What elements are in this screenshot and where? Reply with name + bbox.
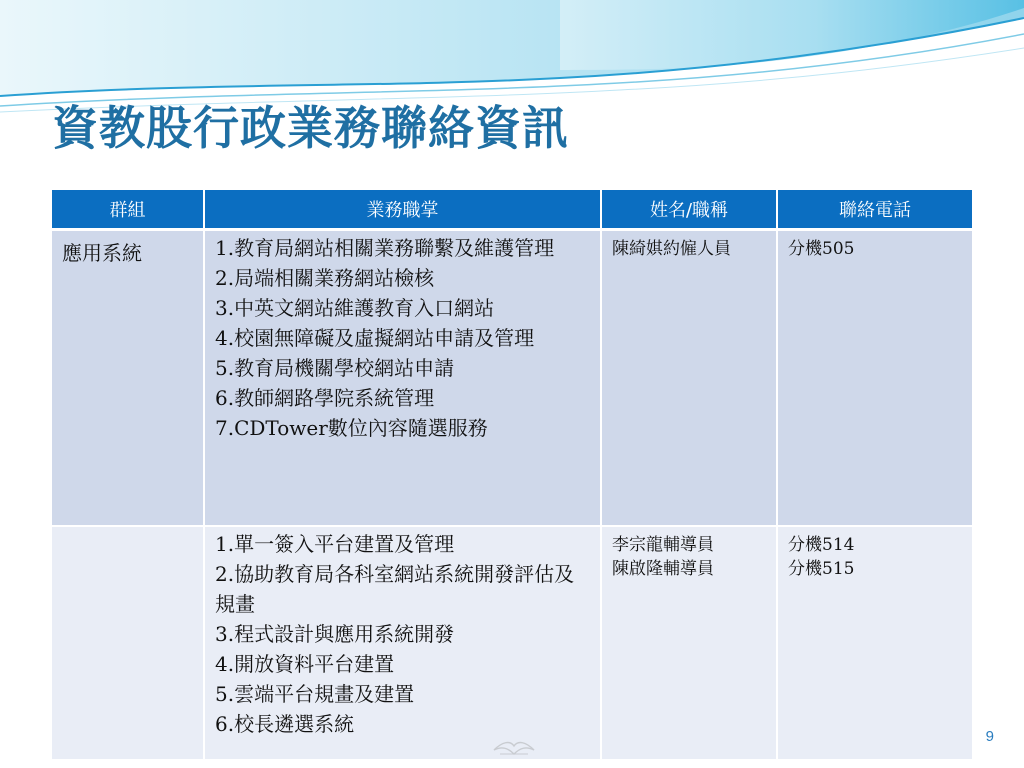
staff-name: 陳啟隆輔導員 [612, 559, 714, 579]
duty-item: 3.中英文網站維護教育入口網站 [215, 296, 495, 320]
duty-item: 7.CDTower數位內容隨選服務 [215, 416, 488, 440]
name-cell [601, 230, 777, 527]
table-row [52, 526, 972, 760]
duty-item: 5.雲端平台規畫及建置 [215, 682, 415, 706]
duties-cell [204, 526, 601, 760]
duty-item: 2.協助教育局各科室網站系統開發評估及規畫 [215, 562, 575, 616]
column-header-duties: 業務職掌 [204, 190, 601, 230]
column-header-name-title: 姓名/職稱 [601, 190, 777, 230]
duty-item: 4.校園無障礙及虛擬網站申請及管理 [215, 326, 535, 350]
page-number: 9 [985, 728, 994, 745]
staff-name: 陳綺娸約僱人員 [612, 239, 731, 259]
phone-extension: 分機505 [788, 239, 855, 259]
column-header-group: 群組 [52, 190, 204, 230]
group-cell: 應用系統 [52, 230, 204, 527]
duty-item: 2.局端相關業務網站檢核 [215, 266, 435, 290]
duty-item: 1.教育局網站相關業務聯繫及維護管理 [215, 236, 555, 260]
phone-extension: 分機515 [788, 559, 855, 579]
duties-cell [204, 230, 601, 527]
phone-cell [777, 230, 972, 527]
duty-item: 6.校長遴選系統 [215, 712, 355, 736]
column-header-phone: 聯絡電話 [777, 190, 972, 230]
duty-item: 1.單一簽入平台建置及管理 [215, 532, 455, 556]
phone-cell [777, 526, 972, 760]
bird-logo-icon [492, 736, 536, 760]
page-title: 資教股行政業務聯絡資訊 [52, 101, 569, 155]
name-cell [601, 526, 777, 760]
duty-item: 6.教師網路學院系統管理 [215, 386, 435, 410]
staff-name: 李宗龍輔導員 [612, 535, 714, 555]
table-header-row [52, 190, 972, 230]
contact-table [52, 190, 972, 761]
group-cell [52, 526, 204, 760]
duty-item: 3.程式設計與應用系統開發 [215, 622, 455, 646]
duty-item: 4.開放資料平台建置 [215, 652, 395, 676]
table-row [52, 230, 972, 527]
duty-item: 5.教育局機關學校網站申請 [215, 356, 455, 380]
phone-extension: 分機514 [788, 535, 855, 555]
